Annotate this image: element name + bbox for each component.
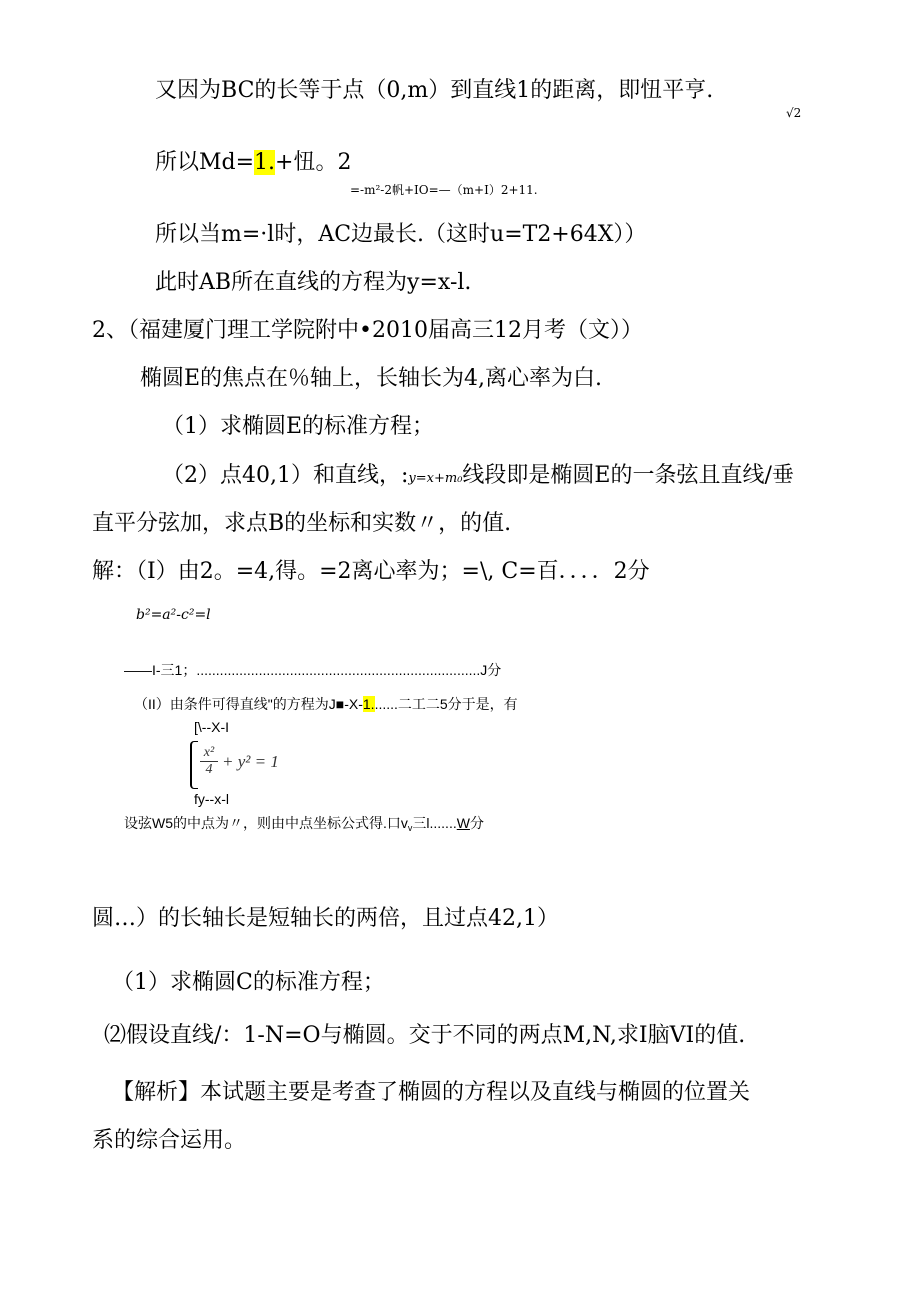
text-span: （II）由条件可得直线"的方程为J■-X-	[134, 696, 363, 712]
text-span: 所以Md=	[155, 150, 255, 175]
fraction-denominator: 4	[205, 762, 213, 777]
question-c2: ⑵假设直线/：1-N=O与椭圆。交于不同的两点M,N,求I脑VI的值.	[104, 1023, 746, 1048]
part-2-line	[134, 697, 518, 711]
text-span: 设弦W5的中点为〃，则由中点坐标公式得.口v	[124, 815, 408, 831]
dotted-line: ——I-三1；.........................................................................J分	[124, 662, 502, 678]
subscript: v	[407, 823, 413, 833]
ellipse-equation	[200, 745, 279, 778]
solution-line: 解：（I）由2。=4,得。=2离心率为；=\, C=百．．．．2分	[92, 559, 650, 584]
equation-rest: + y² = 1	[222, 751, 279, 771]
equation-fraction	[200, 745, 218, 778]
underlined-text: W	[456, 815, 470, 831]
text-line-4: 此时AB所在直线的方程为y=x-l.	[155, 270, 472, 295]
problem-2-heading: 2、（福建厦门理工学院附中•2010届高三12月考（文））	[92, 318, 643, 343]
text-line-7: 圆…）的长轴长是短轴长的两倍，且过点42,1）	[92, 906, 559, 931]
left-brace	[190, 741, 198, 789]
text-line-3: 所以当m=·l时，AC边最长.（这时u=T2+64X））	[155, 222, 647, 247]
midpoint-line	[124, 816, 484, 833]
sqrt2-annotation: √2	[786, 106, 802, 120]
small-formula: =-m²-2帆+IO=—（m+I）2+11.	[350, 183, 538, 197]
question-c1: （1）求椭圆C的标准方程；	[112, 970, 385, 995]
formula-b2: b²=a²-c²=l	[136, 607, 211, 623]
analysis-line-2: 系的综合运用。	[92, 1128, 247, 1153]
text-span: 分	[469, 815, 484, 831]
text-span: +忸。2	[275, 150, 352, 175]
question-2	[162, 465, 794, 487]
text-line-6: 直平分弦加，求点B的坐标和实数〃，的值.	[92, 511, 512, 536]
system-line-1: [\--X-I	[194, 719, 229, 735]
text-line-2	[155, 152, 351, 174]
system-line-2: fy--x-l	[194, 791, 229, 807]
text-span: ......二工二5分于是，有	[374, 696, 518, 712]
question-1: （1）求椭圆E的标准方程；	[162, 414, 435, 439]
text-span: 线段即是椭圆E的一条弦且直线/垂	[462, 463, 794, 488]
analysis-line-1: 【解析】本试题主要是考查了椭圆的方程以及直线与椭圆的位置关	[112, 1080, 751, 1105]
highlighted-text: 1.	[254, 150, 276, 175]
text-span: （2）点40,1）和直线，:	[162, 463, 409, 488]
fraction-numerator: x²	[203, 745, 215, 760]
highlighted-text: 1.	[362, 696, 375, 712]
text-line-5: 椭圆E的焦点在％轴上，长轴长为4,离心率为白.	[140, 366, 603, 391]
text-line-1: 又因为BC的长等于点（0,m）到直线1的距离，即忸平亨.	[155, 78, 714, 103]
text-span: 三l.......	[412, 815, 457, 831]
inline-formula: y=x+m₀	[408, 471, 463, 486]
